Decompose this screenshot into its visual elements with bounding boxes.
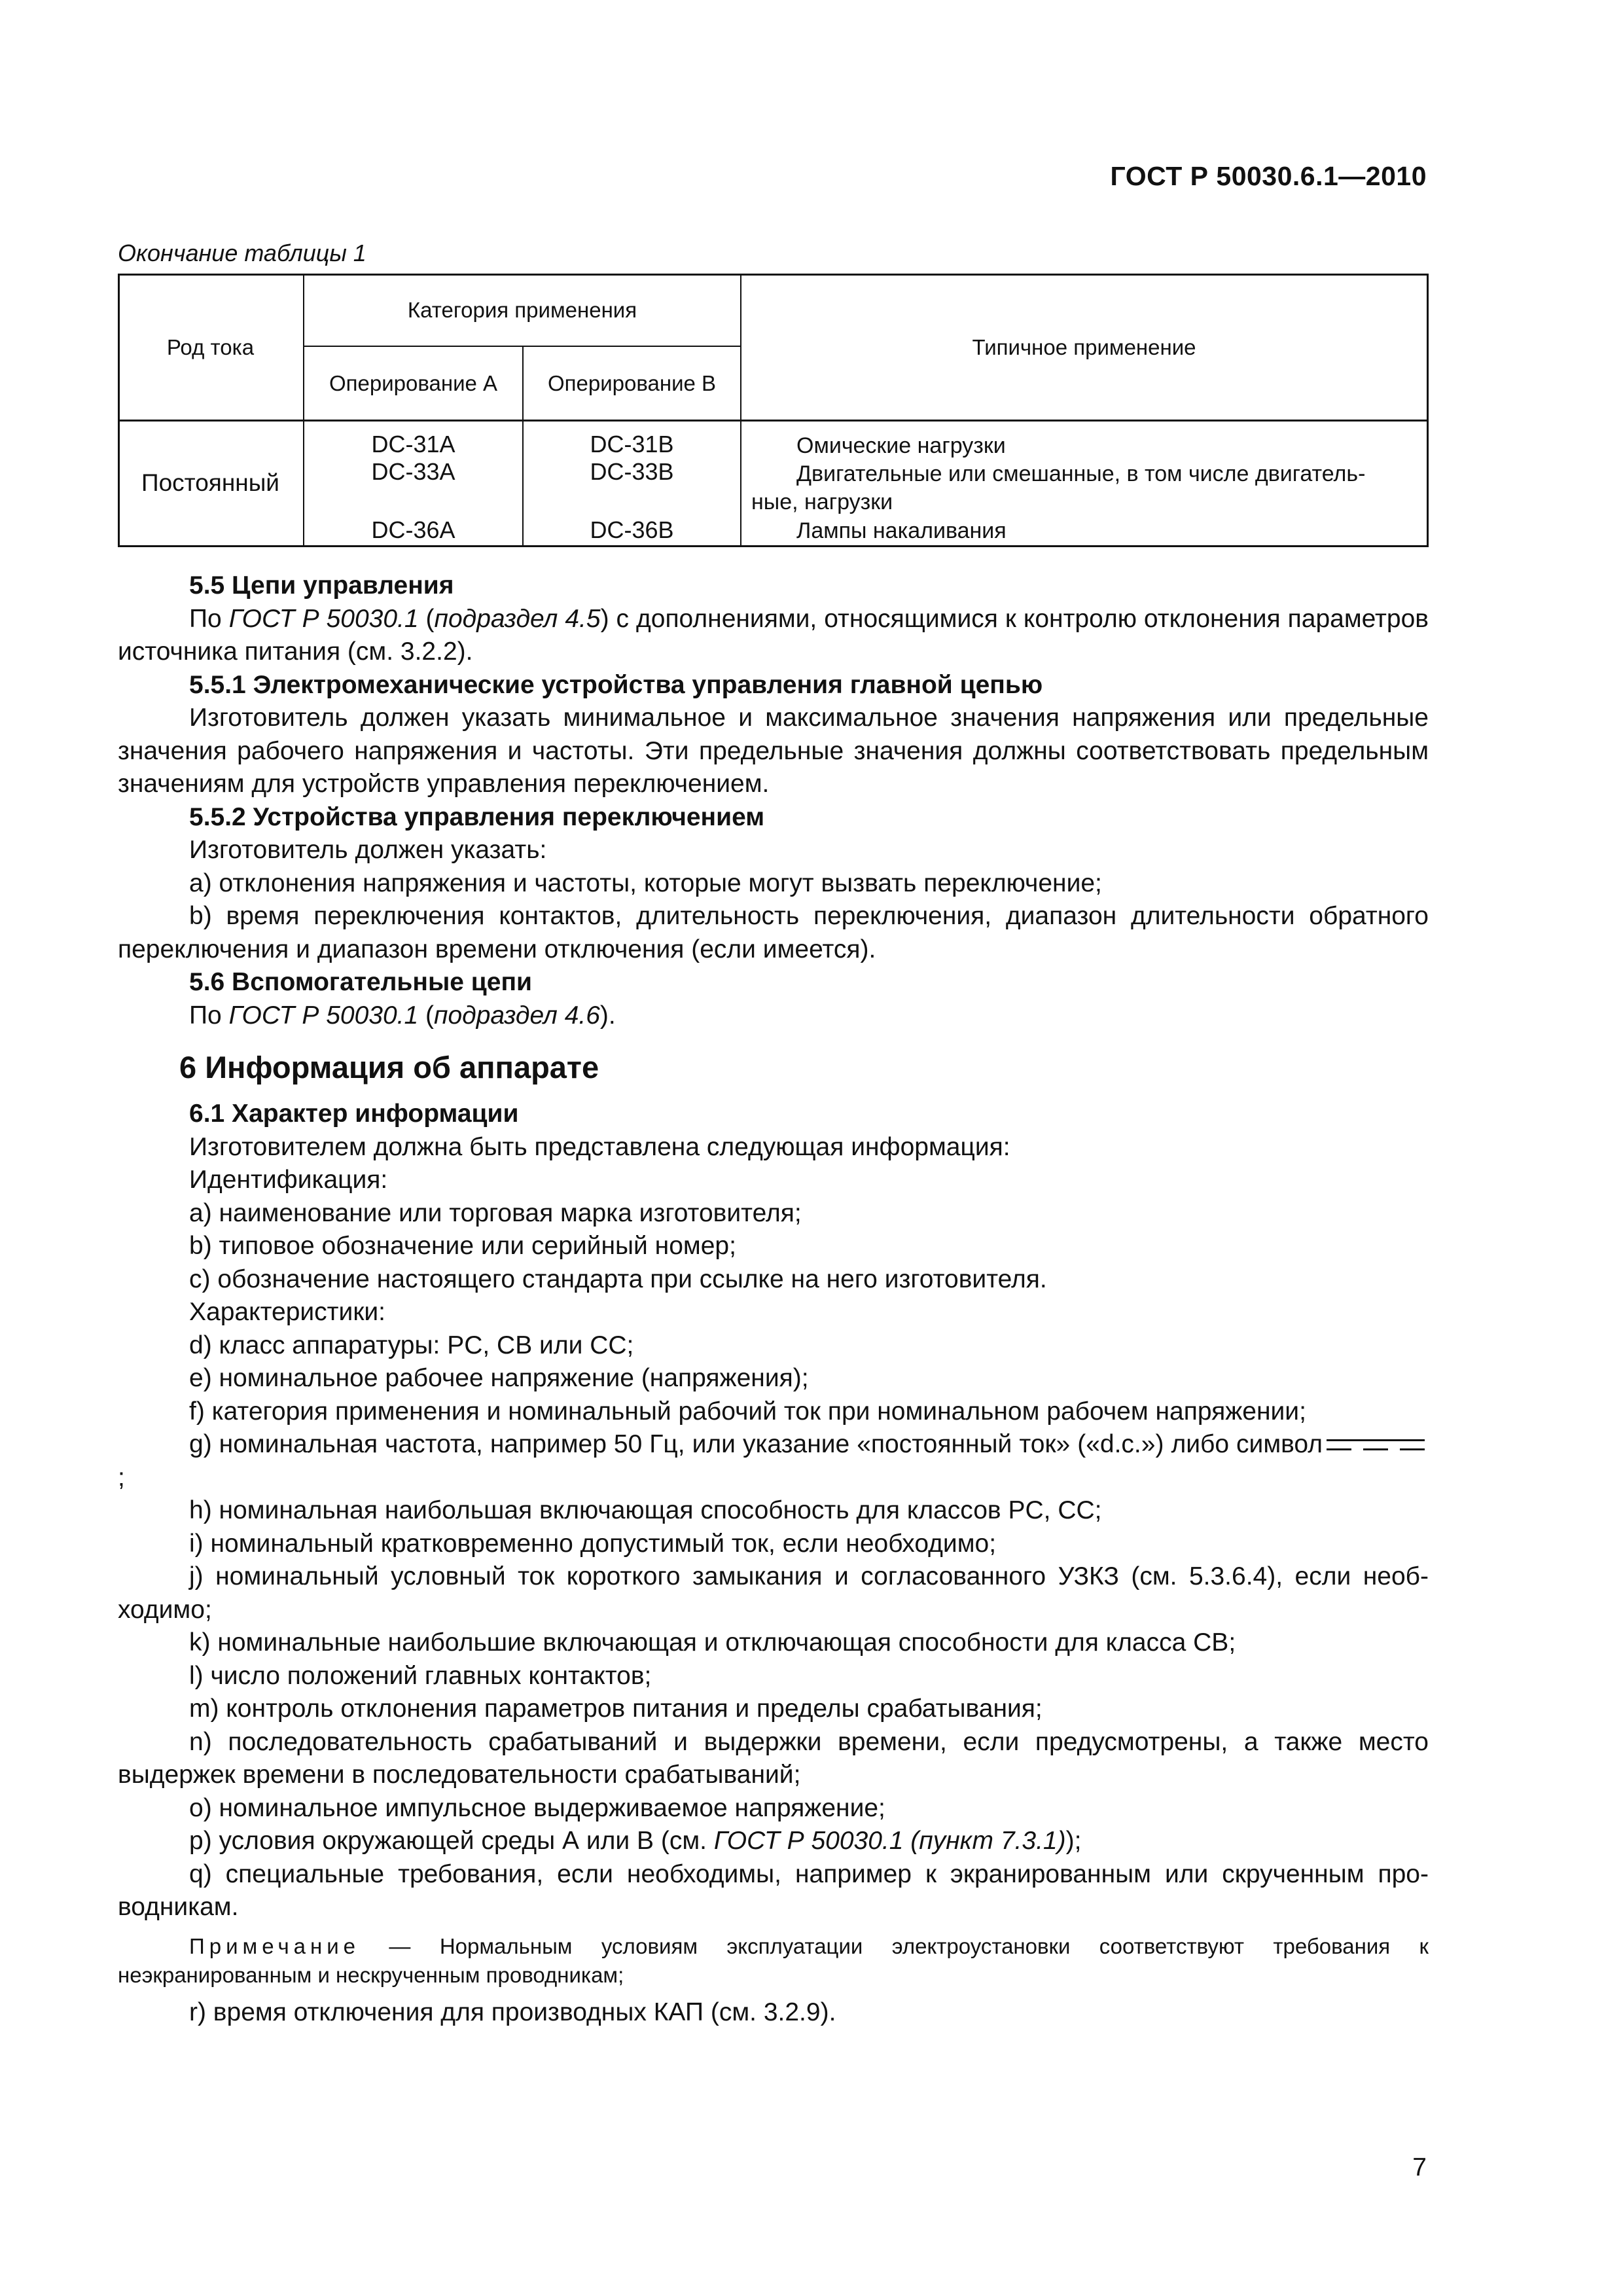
list-item: j) номинальный условный ток короткого замыкания и согласованного УЗКЗ (см. 5.3.6.4), если необходимо;	[118, 1562, 1429, 1624]
list-item: f) категория применения и номинальный рабочий ток при номинальном рабочем напряжении;	[189, 1397, 1306, 1426]
table-cell-application: Омические нагрузки	[796, 433, 1006, 458]
list-item: е) номинальное рабочее напряжение (напряжения);	[189, 1364, 809, 1392]
table-cell-b: DC-33B	[590, 458, 674, 485]
list-item: q) специальные требования, если необходимы, например к экранированным или скрученным проводникам.	[118, 1859, 1429, 1921]
list-item: а) наименование или торговая марка изготовителя;	[189, 1198, 802, 1227]
table-caption: Окончание таблицы 1	[118, 240, 366, 266]
table-cell-a: DC-31A	[371, 431, 455, 457]
page-number: 7	[1412, 2153, 1427, 2181]
list-item: k) номинальные наибольшие включающая и отключающая способности для класса CB;	[189, 1628, 1236, 1657]
table-cell-b: DC-36B	[590, 516, 674, 543]
paragraph: Идентификация:	[189, 1166, 388, 1194]
list-item: о) номинальное импульсное выдерживаемое напряжение;	[189, 1793, 885, 1822]
paragraph: Изготовителем должна быть представлена следующая информация:	[189, 1132, 1010, 1161]
list-item: р) условия окружающей среды А или В (см. ГОСТ Р 50030.1 (пункт 7.3.1));	[189, 1827, 1082, 1855]
list-item: а) отклонения напряжения и частоты, которые могут вызвать переключение;	[189, 869, 1102, 897]
section-heading: 5.5.2 Устройства управления переключением	[189, 802, 765, 831]
section-heading: 5.6 Вспомогательные цепи	[189, 968, 532, 996]
table-cell-a: DC-33A	[371, 458, 455, 485]
header-operation-a: Оперирование А	[329, 371, 498, 395]
document-code: ГОСТ Р 50030.6.1—2010	[1110, 161, 1427, 191]
note: Примечание — Нормальным условиям эксплуатации электроустановки соответствуют требования к неэкранированным и нескрученным проводникам;	[118, 1933, 1429, 1987]
table-cell-application: Лампы накаливания	[796, 518, 1007, 543]
table-cell-application: Двигательные или смешанные, в том числе двигатель-	[796, 461, 1366, 486]
table-cell-application-cont: ные, нагрузки	[751, 490, 893, 514]
chapter-heading: 6 Информация об аппарате	[179, 1050, 599, 1085]
list-item: b) типовое обозначение или серийный номер;	[189, 1232, 736, 1260]
list-item: n) последовательность срабатываний и выдержки времени, если предусмотрены, а также место выдержек времени в последовательности срабатываний;	[118, 1727, 1429, 1789]
list-item: h) номинальная наибольшая включающая способность для классов PC, CC;	[189, 1496, 1102, 1524]
note-label: Примечание	[189, 1933, 361, 1958]
paragraph: Изготовитель должен указать:	[189, 836, 547, 864]
table-cell-a: DC-36A	[371, 516, 455, 543]
paragraph: Характеристики:	[189, 1298, 386, 1326]
list-item: g) номинальная частота, например 50 Гц, или указание «постоянный ток» («d.c.») либо символ ;	[118, 1428, 1429, 1494]
list-item: с) обозначение настоящего стандарта при ссылке на него изготовителя.	[189, 1265, 1047, 1293]
standard-reference: ГОСТ Р 50030.1 (пункт 7.3.1)	[713, 1827, 1066, 1855]
header-operation-b: Оперирование В	[547, 371, 717, 395]
header-current-type: Род тока	[166, 335, 255, 359]
section-heading: 5.5 Цепи управления	[189, 571, 454, 600]
section-heading: 6.1 Характер информации	[189, 1100, 519, 1128]
categories-table	[118, 274, 1429, 547]
paragraph: Изготовитель должен указать минимальное и максимальное значения напряжения или предельные значения рабочего напряжения и частоты. Эти предельные значения должны соответствовать предельным значениям для устройств управления переключением.	[118, 704, 1429, 798]
list-item: m) контроль отклонения параметров питания и пределы срабатывания;	[189, 1695, 1043, 1723]
paragraph: По ГОСТ Р 50030.1 (подраздел 4.6).	[189, 1001, 616, 1030]
body-text	[118, 569, 1429, 2029]
standard-reference: ГОСТ Р 50030.1	[228, 1001, 419, 1030]
list-item: r) время отключения для производных КАП (см. 3.2.9).	[189, 1998, 836, 2026]
header-category: Категория применения	[407, 298, 637, 322]
table-cell-b: DC-31B	[590, 431, 674, 457]
list-item: l) число положений главных контактов;	[189, 1661, 652, 1690]
row-current-type: Постоянный	[141, 469, 279, 496]
header-typical-application: Типичное применение	[972, 335, 1196, 359]
paragraph: По ГОСТ Р 50030.1 (подраздел 4.5) с дополнениями, относящимися к контролю отклонения параметров источника питания (см. 3.2.2).	[118, 604, 1429, 666]
direct-current-symbol	[1327, 1437, 1425, 1454]
list-item: i) номинальный кратковременно допустимый ток, если необходимо;	[189, 1529, 997, 1558]
list-item: d) класс аппаратуры: PC, CB или CC;	[189, 1331, 634, 1359]
section-heading: 5.5.1 Электромеханические устройства управления главной цепью	[189, 670, 1043, 699]
list-item: b) время переключения контактов, длительность переключения, диапазон длительности обратного переключения и диапазон времени отключения (если имеется).	[118, 902, 1429, 963]
standard-reference: ГОСТ Р 50030.1	[228, 604, 419, 633]
